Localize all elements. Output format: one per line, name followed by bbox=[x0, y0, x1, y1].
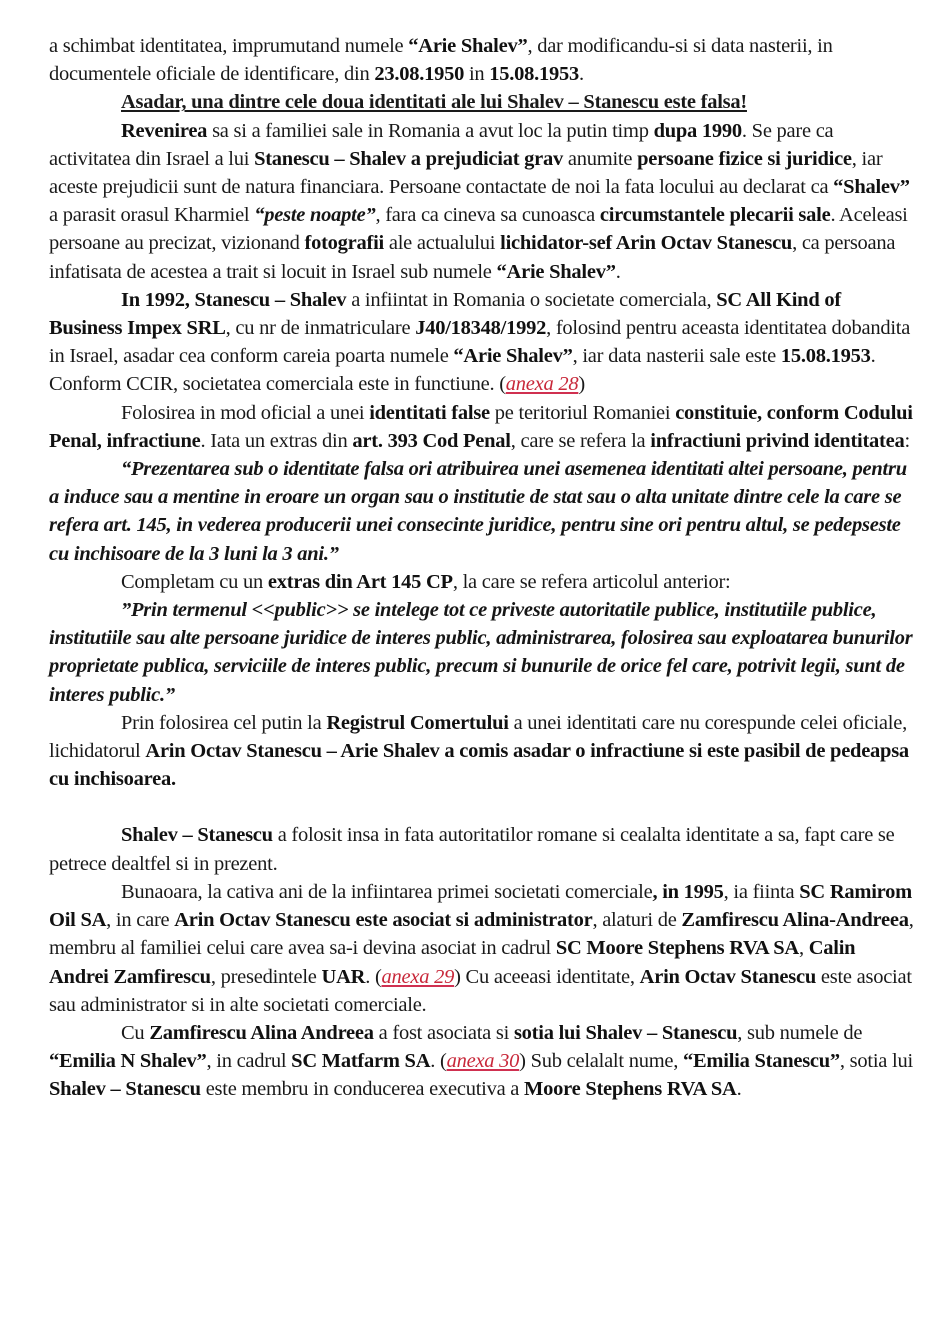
text-run: : bbox=[904, 429, 910, 452]
text-run: . Aceleasi persoane au precizat, vizionand bbox=[49, 204, 908, 255]
text-run: sa si a familiei sale in Romania a avut loc la putin timp bbox=[207, 119, 654, 142]
text-run: , iar data nasterii sale este bbox=[572, 345, 781, 368]
paragraph bbox=[49, 878, 917, 1019]
annex-link[interactable]: anexa 28 bbox=[505, 373, 579, 396]
bold-text: sotia lui Shalev – Stanescu bbox=[513, 1021, 738, 1044]
text-run: , ca persoana infatisata de acestea a trait si locuit in Israel sub numele bbox=[49, 232, 896, 283]
bold-text: constituie, conform Codului Penal, infractiune bbox=[49, 401, 913, 452]
bold-text: extras din Art 145 CP bbox=[267, 570, 453, 593]
bold-text: “Emilia N Shalev” bbox=[49, 1050, 207, 1073]
text-run: Prin folosirea cel putin la bbox=[121, 711, 327, 734]
bold-text: infractiuni privind identitatea bbox=[650, 429, 905, 452]
text-run: , in care bbox=[106, 909, 175, 932]
bold-text: a prejudiciat grav bbox=[410, 147, 564, 170]
bold-text: Zamfirescu Alina-Andreea bbox=[681, 909, 909, 932]
bold-text: SC All Kind of Business Impex SRL bbox=[49, 288, 841, 340]
text-run: ) Cu aceeasi identitate, bbox=[454, 965, 640, 988]
annex-link[interactable]: anexa 30 bbox=[446, 1050, 520, 1073]
text-run: a fost asociata si bbox=[373, 1021, 514, 1044]
text-run: ale actualului bbox=[384, 232, 501, 255]
bold-text: SC Ramirom Oil SA bbox=[49, 880, 912, 932]
text-run: a folosit insa in fata autoritatilor romane si cealalta identitate a sa, fapt care se petrece dealtfel si in prezent. bbox=[49, 824, 895, 875]
bold-text: Stanescu – Shalev bbox=[254, 147, 406, 170]
bold-text: “Arie Shalev” bbox=[453, 345, 573, 368]
bold-text: lichidator-sef Arin Octav Stanescu bbox=[500, 232, 793, 255]
text-run: Bunaoara, la cativa ani de la infiintarea primei societati comerciale bbox=[121, 880, 653, 903]
bold-text: dupa 1990 bbox=[653, 119, 742, 142]
bold-text: Arin Octav Stanescu bbox=[639, 965, 816, 988]
text-run: , bbox=[798, 937, 809, 960]
bold-text: “Shalev” bbox=[833, 176, 910, 199]
text-run: . Conform CCIR, societatea comerciala este in functiune. ( bbox=[49, 345, 876, 396]
paragraph bbox=[49, 1019, 917, 1104]
bold-text: “Arie Shalev” bbox=[408, 35, 528, 57]
bold-text: identitati false bbox=[369, 401, 490, 424]
paragraph bbox=[49, 88, 917, 116]
paragraph bbox=[49, 399, 917, 455]
paragraph bbox=[49, 32, 917, 88]
bold-text: 15.08.1953 bbox=[489, 63, 580, 86]
text-run: in bbox=[464, 63, 490, 86]
text-run: , presedintele bbox=[210, 965, 322, 988]
paragraph bbox=[49, 286, 917, 399]
bold-text: fotografii bbox=[304, 232, 385, 255]
text-run: . Iata un extras din bbox=[200, 429, 353, 452]
text-run: este asociat sau administrator si in alte societati comerciale. bbox=[49, 965, 912, 1016]
italic-quote: ”Prin termenul <<public>> se intelege tot ce priveste autoritatile publice, institutiile publice, institutiile sau alte persoane juridice de interes public, administrarea, folosirea sau exploatarea bunurilor proprietate publica, serviciile de interes public, precum si bunurile de orice fel care, potrivit legii, sunt de interes public.” bbox=[49, 599, 913, 706]
text-run: , in cadrul bbox=[206, 1050, 292, 1073]
bold-text: UAR bbox=[321, 965, 366, 988]
text-run: a infiintat in Romania o societate comerciala, bbox=[346, 288, 717, 311]
bold-text: SC Moore Stephens RVA SA bbox=[555, 937, 799, 960]
bold-text: Revenirea bbox=[121, 119, 208, 142]
text-run: Folosirea in mod oficial a unei bbox=[121, 401, 370, 424]
italic-quote: “Prezentarea sub o identitate falsa ori atribuirea unei asemenea identitati altei persoane, pentru a induce sau a mentine in eroare un organ sau o institutie de stat sau o alta unitate dintre cele la care se refera art. 145, in vederea producerii unei consecinte juridice, pentru sine ori pentru altul, se pedepseste cu inchisoare de la 3 luni la 3 ani.” bbox=[49, 458, 907, 565]
text-run: , care se refera la bbox=[510, 429, 651, 452]
text-run: . bbox=[736, 1078, 742, 1101]
text-run: . ( bbox=[365, 965, 382, 988]
paragraph bbox=[49, 596, 917, 709]
text-run: , cu nr de inmatriculare bbox=[225, 317, 416, 340]
text-run: . ( bbox=[430, 1050, 447, 1073]
bold-text: art. 393 Cod Penal bbox=[352, 429, 511, 452]
bold-text: In 1992, Stanescu – Shalev bbox=[121, 288, 347, 311]
annex-link[interactable]: anexa 29 bbox=[381, 965, 455, 988]
paragraph bbox=[49, 821, 917, 877]
text-run: a schimbat identitatea, imprumutand numele bbox=[49, 35, 409, 57]
bold-text: “Emilia Stanescu” bbox=[683, 1050, 840, 1073]
bold-text: Calin Andrei Zamfirescu bbox=[49, 937, 856, 988]
text-run: , membru al familiei celui care avea sa-i devina asociat in cadrul bbox=[49, 909, 914, 960]
text-run: , folosind pentru aceasta identitatea dobandita in Israel, asadar cea conform careia poarta numele bbox=[49, 317, 911, 368]
text-run: , ia fiinta bbox=[723, 880, 800, 903]
text-run: Completam cu un bbox=[121, 570, 268, 593]
bold-text: Registrul Comertului bbox=[326, 711, 509, 734]
bold-text: , in 1995 bbox=[652, 880, 724, 903]
text-run: . bbox=[615, 260, 621, 283]
bold-text: Moore Stephens RVA SA bbox=[524, 1078, 737, 1101]
text-run: pe teritoriul Romaniei bbox=[489, 401, 676, 424]
bold-text: “Arie Shalev” bbox=[496, 260, 616, 283]
bold-text: Zamfirescu Alina Andreea bbox=[149, 1021, 374, 1044]
bold-text: persoane fizice si juridice bbox=[637, 147, 852, 170]
paragraph bbox=[49, 709, 917, 794]
text-run: ) Sub celalalt nume, bbox=[519, 1050, 683, 1073]
underlined-heading: Asadar, una dintre cele doua identitati ale lui Shalev – Stanescu este falsa! bbox=[121, 91, 747, 114]
text-run: a unei identitati care nu corespunde celei oficiale, lichidatorul bbox=[49, 711, 907, 763]
bold-text: 15.08.1953 bbox=[780, 345, 871, 368]
text-run: Cu bbox=[121, 1021, 150, 1044]
text-run: , la care se refera articolul anterior: bbox=[452, 570, 731, 593]
bold-text: circumstantele plecarii sale bbox=[599, 204, 831, 227]
paragraph bbox=[49, 117, 917, 286]
bold-text: Shalev – Stanescu bbox=[121, 824, 273, 847]
text-run: , iar aceste prejudicii sunt de natura financiara. Persoane contactate de noi la fata locului au declarat ca bbox=[49, 147, 883, 199]
bold-text: 23.08.1950 bbox=[374, 63, 465, 86]
text-run: a parasit orasul Kharmiel bbox=[49, 204, 255, 227]
text-run: este membru in conducerea executiva a bbox=[200, 1078, 525, 1101]
paragraph bbox=[49, 568, 917, 596]
paragraph bbox=[49, 455, 917, 568]
text-run: , fara ca cineva sa cunoasca bbox=[375, 204, 600, 227]
bold-text: Arin Octav Stanescu – Arie Shalev a comis asadar o infractiune si este pasibil de pedeapsa cu inchisoarea. bbox=[49, 740, 909, 791]
bold-text: Shalev – Stanescu bbox=[49, 1078, 201, 1101]
text-run: , sotia lui bbox=[839, 1050, 913, 1073]
blank-line bbox=[49, 793, 917, 821]
bold-text: SC Matfarm SA bbox=[291, 1050, 431, 1073]
text-run: , alaturi de bbox=[592, 909, 682, 932]
text-run: , sub numele de bbox=[737, 1021, 863, 1044]
text-run: ) bbox=[578, 373, 585, 396]
bold-text: Arin Octav Stanescu este asociat si administrator bbox=[174, 909, 593, 932]
bold-text: J40/18348/1992 bbox=[415, 317, 547, 340]
italic-quote: “peste noapte” bbox=[254, 204, 376, 227]
text-run: , dar modificandu-si si data nasterii, in documentele oficiale de identificare, din bbox=[49, 35, 833, 86]
text-run: . Se pare ca activitatea din Israel a lui bbox=[49, 119, 834, 170]
text-run: . bbox=[579, 63, 584, 86]
text-run: anumite bbox=[563, 147, 638, 170]
